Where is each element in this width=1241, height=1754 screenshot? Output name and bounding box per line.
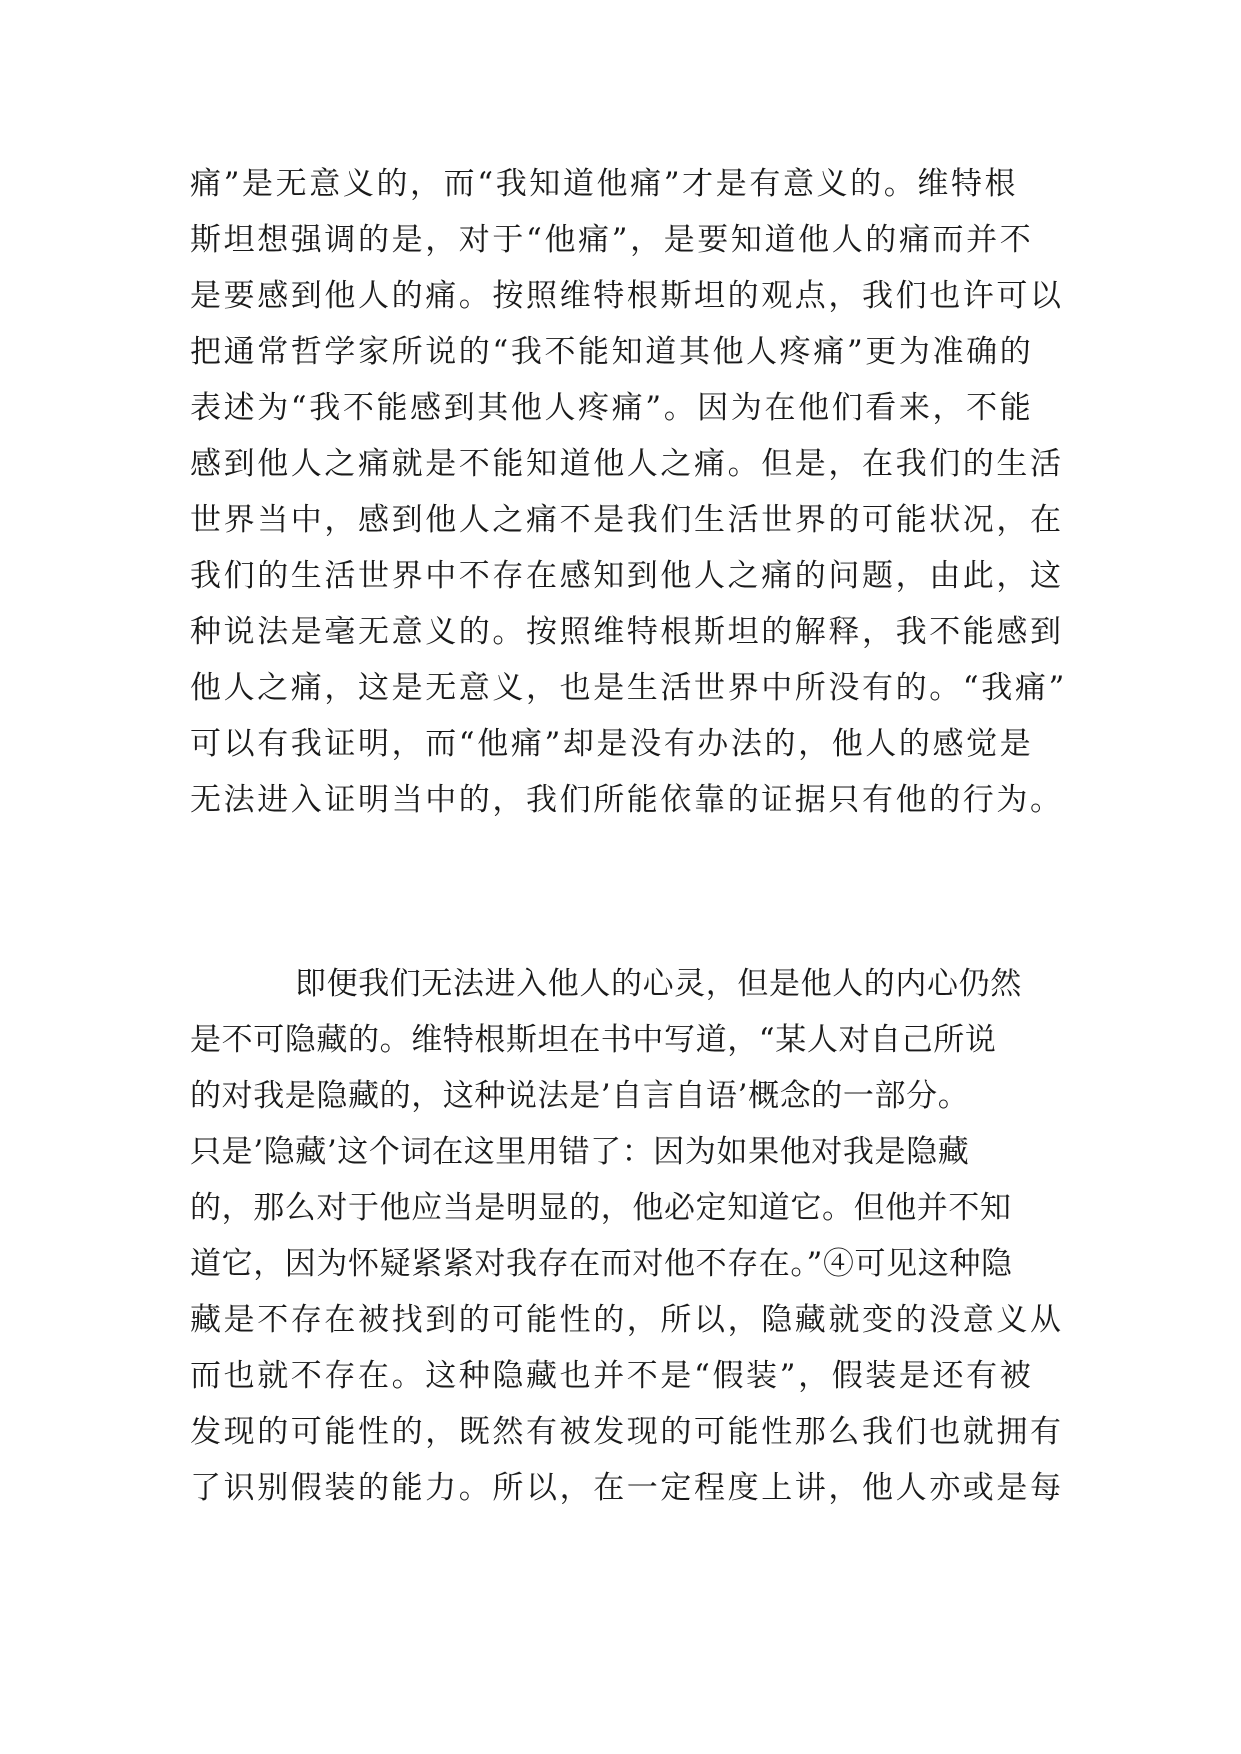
text-line: 感到他人之痛就是不能知道他人之痛。但是，在我们的生活 bbox=[190, 446, 1064, 482]
text-line: 无法进入证明当中的，我们所能依靠的证据只有他的行为。 bbox=[190, 782, 1064, 818]
text-line: 只是’隐藏’这个词在这里用错了：因为如果他对我是隐藏 bbox=[190, 1134, 970, 1170]
text-line: 把通常哲学家所说的“我不能知道其他人疼痛”更为准确的 bbox=[190, 334, 1034, 370]
text-line: 是不可隐藏的。维特根斯坦在书中写道，“某人对自己所说 bbox=[190, 1022, 997, 1058]
text-line: 即便我们无法进入他人的心灵，但是他人的内心仍然 bbox=[295, 966, 1022, 1002]
text-line: 世界当中，感到他人之痛不是我们生活世界的可能状况，在 bbox=[190, 502, 1064, 538]
text-line: 他人之痛，这是无意义，也是生活世界中所没有的。“我痛” bbox=[190, 670, 1067, 706]
text-line: 痛”是无意义的，而“我知道他痛”才是有意义的。维特根 bbox=[190, 166, 1019, 202]
text-line: 我们的生活世界中不存在感知到他人之痛的问题，由此，这 bbox=[190, 558, 1064, 594]
text-line: 道它，因为怀疑紧紧对我存在而对他不存在。”④可见这种隐 bbox=[190, 1246, 1013, 1282]
text-line: 而也就不存在。这种隐藏也并不是“假装”，假装是还有被 bbox=[190, 1358, 1034, 1394]
text-line: 藏是不存在被找到的可能性的，所以，隐藏就变的没意义从 bbox=[190, 1302, 1064, 1338]
text-line: 斯坦想强调的是，对于“他痛”，是要知道他人的痛而并不 bbox=[190, 222, 1034, 258]
text-line: 表述为“我不能感到其他人疼痛”。因为在他们看来，不能 bbox=[190, 390, 1034, 426]
text-line: 了识别假装的能力。所以，在一定程度上讲，他人亦或是每 bbox=[190, 1470, 1064, 1506]
text-line: 发现的可能性的，既然有被发现的可能性那么我们也就拥有 bbox=[190, 1414, 1064, 1450]
text-line: 种说法是毫无意义的。按照维特根斯坦的解释，我不能感到 bbox=[190, 614, 1064, 650]
text-line: 的对我是隐藏的，这种说法是’自言自语’概念的一部分。 bbox=[190, 1078, 970, 1114]
text-line: 是要感到他人的痛。按照维特根斯坦的观点，我们也许可以 bbox=[190, 278, 1064, 314]
text-line: 的，那么对于他应当是明显的，他必定知道它。但他并不知 bbox=[190, 1190, 1012, 1226]
text-line: 可以有我证明，而“他痛”却是没有办法的，他人的感觉是 bbox=[190, 726, 1034, 762]
